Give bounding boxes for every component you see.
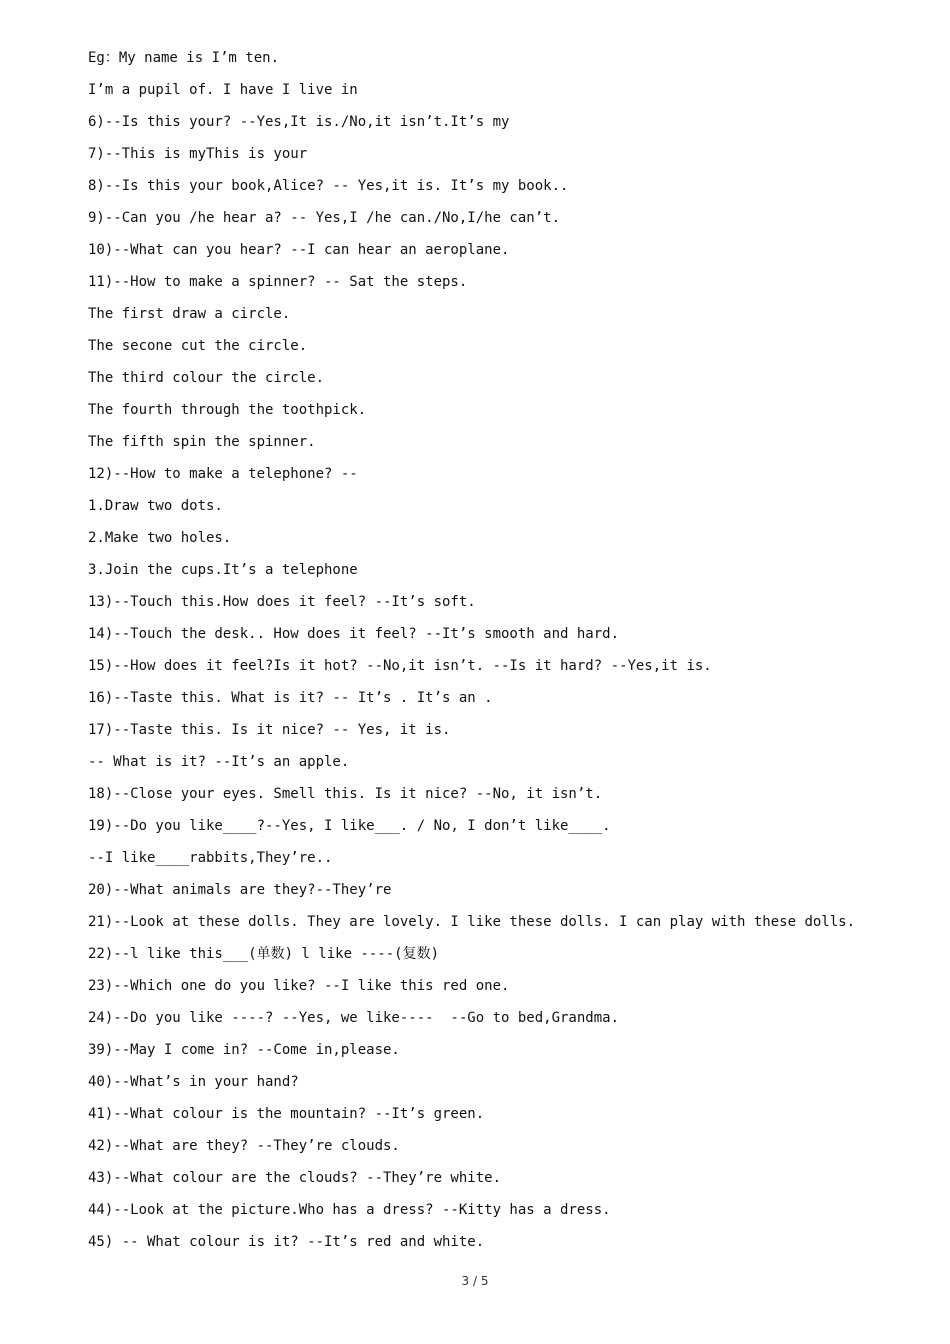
text-line: 13)--Touch this.How does it feel? --It’s soft.	[88, 594, 476, 610]
text-line: 9)--Can you /he hear a? -- Yes,I /he can./No,I/he can’t.	[88, 210, 561, 226]
text-line: 7)--This is myThis is your	[88, 146, 308, 162]
text-line: 17)--Taste this. Is it nice? -- Yes, it is.	[88, 722, 451, 738]
text-line: Eg：My name is I’m ten.	[88, 50, 280, 66]
text-line: 40)--What’s in your hand?	[88, 1074, 299, 1090]
text-line: 3.Join the cups.It’s a telephone	[88, 562, 358, 578]
text-line: I’m a pupil of. I have I live in	[88, 82, 358, 98]
text-line: The third colour the circle.	[88, 370, 325, 386]
text-line: The fifth spin the spinner.	[88, 434, 316, 450]
text-line: 1.Draw two dots.	[88, 498, 223, 514]
text-line: 16)--Taste this. What is it? -- It’s . It’s an .	[88, 690, 493, 706]
text-line: 19)--Do you like____?--Yes, I like___. / No, I don’t like____.	[88, 818, 611, 834]
text-line: 22)--l like this___(单数) l like ----(复数)	[88, 946, 440, 962]
text-line: 10)--What can you hear? --I can hear an aeroplane.	[88, 242, 510, 258]
text-line: 20)--What animals are they?--They’re	[88, 882, 392, 898]
text-line: 8)--Is this your book,Alice? -- Yes,it is. It’s my book..	[88, 178, 569, 194]
text-line: 14)--Touch the desk.. How does it feel? --It’s smooth and hard.	[88, 626, 620, 642]
text-line: --I like____rabbits,They’re..	[88, 850, 333, 866]
text-line: 43)--What colour are the clouds? --They’re white.	[88, 1170, 502, 1186]
text-line: 41)--What colour is the mountain? --It’s green.	[88, 1106, 485, 1122]
text-line: The fourth through the toothpick.	[88, 402, 367, 418]
text-line: 6)--Is this your? --Yes,It is./No,it isn’t.It’s my	[88, 114, 510, 130]
text-line: 42)--What are they? --They’re clouds.	[88, 1138, 400, 1154]
text-line: 12)--How to make a telephone? --	[88, 466, 358, 482]
text-line: 39)--May I come in? --Come in,please.	[88, 1042, 400, 1058]
text-line: 2.Make two holes.	[88, 530, 232, 546]
text-line: 21)--Look at these dolls. They are lovely. I like these dolls. I can play with these dolls.	[88, 914, 856, 930]
text-line: The secone cut the circle.	[88, 338, 308, 354]
text-line: 23)--Which one do you like? --I like this red one.	[88, 978, 510, 994]
text-line: 24)--Do you like ----? --Yes, we like---- --Go to bed,Grandma.	[88, 1010, 620, 1026]
text-line: 44)--Look at the picture.Who has a dress? --Kitty has a dress.	[88, 1202, 611, 1218]
text-line: -- What is it? --It’s an apple.	[88, 754, 350, 770]
text-line: 15)--How does it feel?Is it hot? --No,it isn’t. --Is it hard? --Yes,it is.	[88, 658, 712, 674]
text-line: 18)--Close your eyes. Smell this. Is it nice? --No, it isn’t.	[88, 786, 603, 802]
text-line: 45) -- What colour is it? --It’s red and white.	[88, 1234, 485, 1250]
text-line: The first draw a circle.	[88, 306, 291, 322]
text-line: 11)--How to make a spinner? -- Sat the steps.	[88, 274, 468, 290]
document-body	[88, 49, 888, 1265]
page-number: 3 / 5	[461, 1274, 489, 1288]
